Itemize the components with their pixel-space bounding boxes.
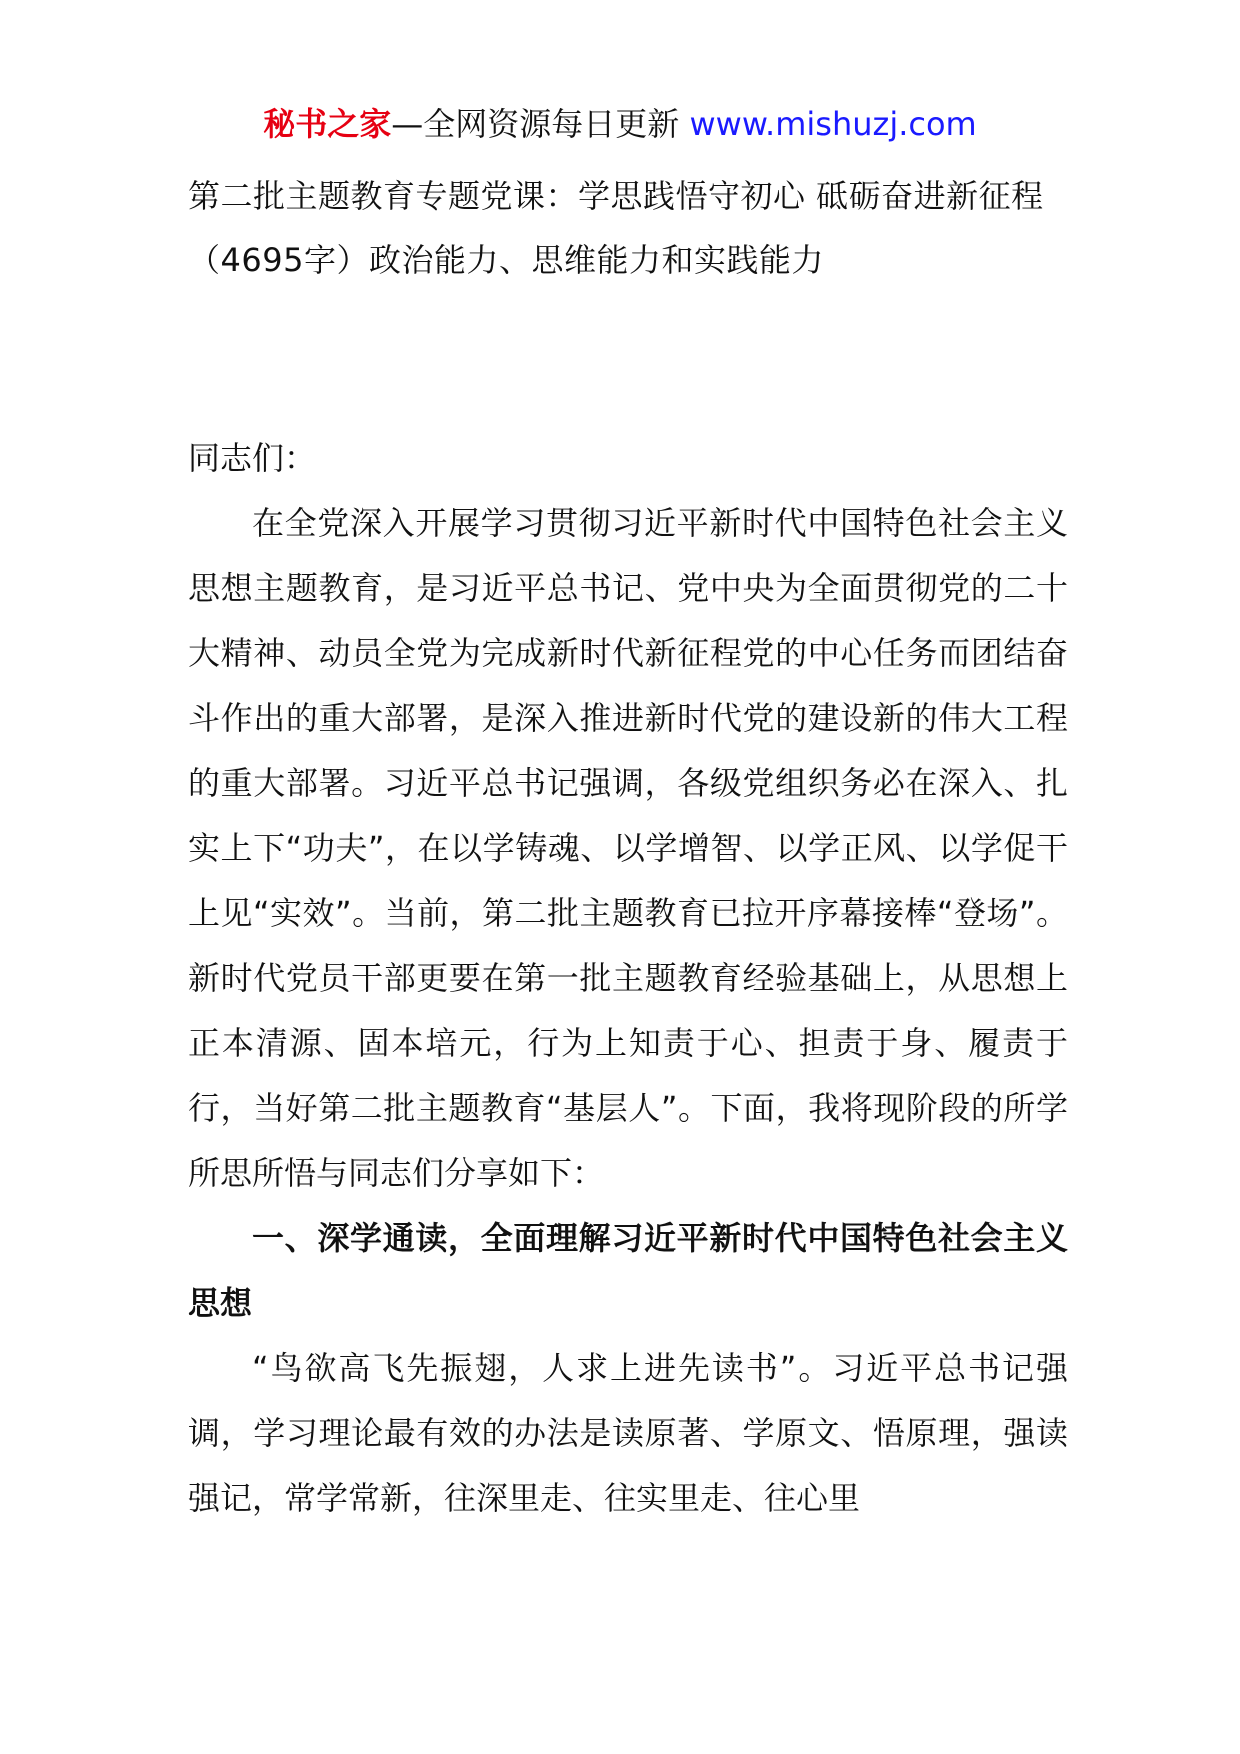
body-paragraph: 在全党深入开展学习贯彻习近平新时代中国特色社会主义思想主题教育，是习近平总书记、党中央为全面贯彻党的二十大精神、动员全党为完成新时代新征程党的中心任务而团结奋斗作出的重大部署，是深入推进新时代党的建设新的伟大工程的重大部署。习近平总书记强调，各级党组织务必在深入、扎实上下“功夫”，在以学铸魂、以学增智、以学正风、以学促干上见“实效”。当前，第二批主题教育已拉开序幕接棒“登场”。新时代党员干部更要在第一批主题教育经验基础上，从思想上正本清源、固本培元，行为上知责于心、担责于身、履责于行，当好第二批主题教育“基层人”。下面，我将现阶段的所学所思所悟与同志们分享如下： — [188, 504, 1068, 1192]
body-paragraph: “鸟欲高飞先振翅，人求上进先读书”。习近平总书记强调，学习理论最有效的办法是读原著、学原文、悟原理，强读强记，常学常新，往深里走、往实里走、往心里 — [188, 1349, 1068, 1517]
salutation: 同志们： — [188, 439, 317, 477]
document-title: 第二批主题教育专题党课：学思践悟守初心 砥砺奋进新征程（4695字）政治能力、思维能力和实践能力 — [188, 177, 1044, 279]
brand-name: 秘书之家 — [263, 105, 392, 143]
section-heading: 一、深学通读，全面理解习近平新时代中国特色社会主义思想 — [188, 1219, 1068, 1322]
site-header — [0, 100, 1240, 148]
header-tagline: —全网资源每日更新 — [391, 105, 680, 143]
site-url-link[interactable]: www.mishuzj.com — [689, 105, 977, 143]
document-body — [188, 426, 1068, 1531]
